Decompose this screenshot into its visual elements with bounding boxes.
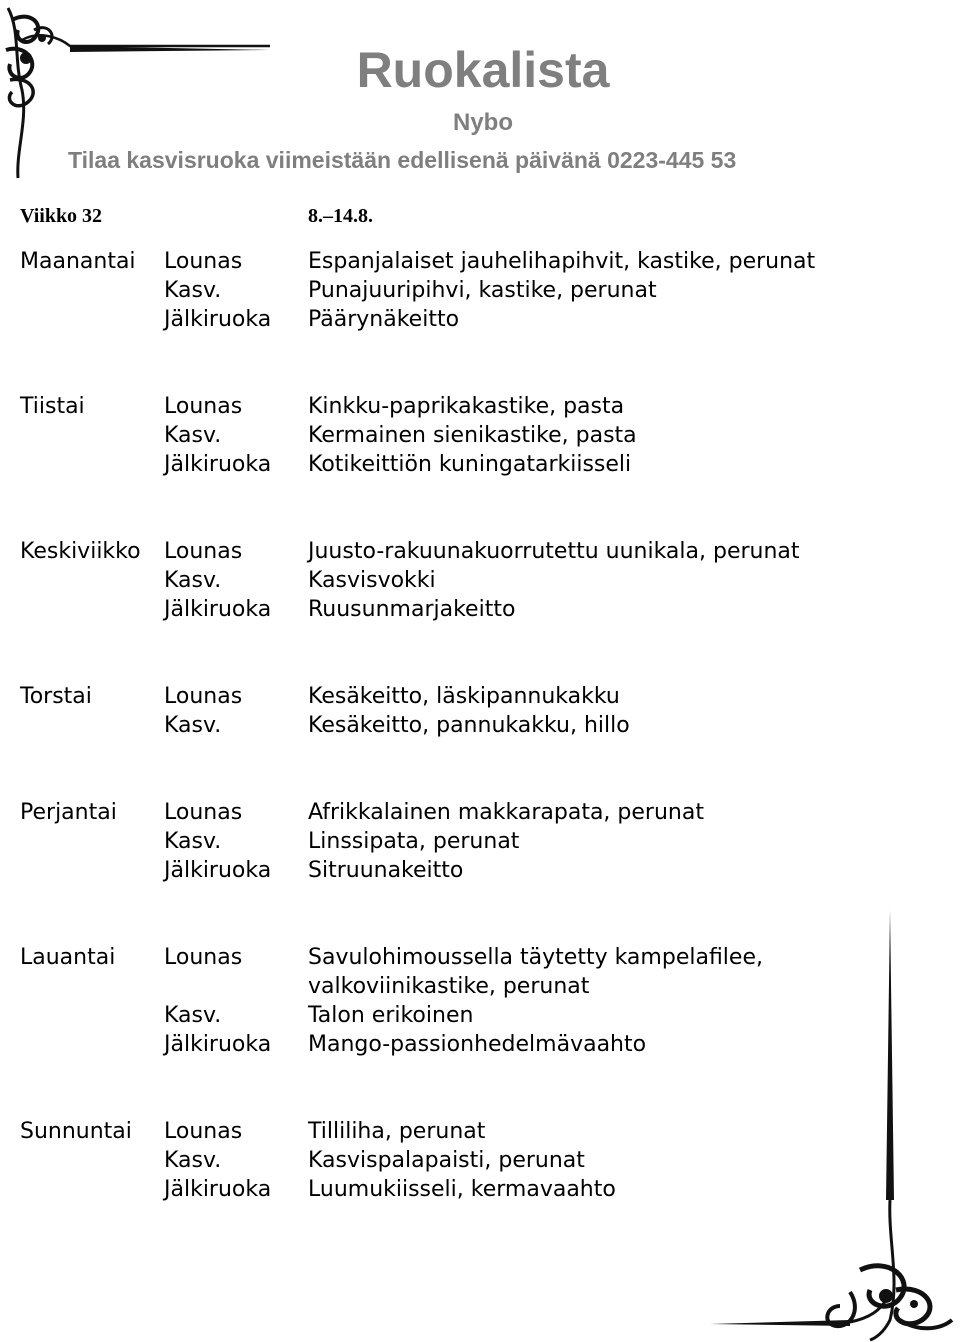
day-name-spacer xyxy=(20,566,164,595)
meal-type: Jälkiruoka xyxy=(164,1032,272,1057)
dish-name: Kesäkeitto, läskipannukakku xyxy=(308,684,620,709)
day-name: Maanantai xyxy=(20,249,136,274)
dish-name: Punajuuripihvi, kastike, perunat xyxy=(308,278,657,303)
day-name-spacer xyxy=(20,305,164,334)
day-name-spacer xyxy=(20,450,164,479)
dish-name: Linssipata, perunat xyxy=(308,829,520,854)
day-separator xyxy=(20,334,950,392)
day-name: Sunnuntai xyxy=(20,1119,132,1144)
dish-name: Ruusunmarjakeitto xyxy=(308,597,516,622)
dish-name: Afrikkalainen makkarapata, perunat xyxy=(308,800,704,825)
day-block xyxy=(20,798,950,885)
meal-type: Lounas xyxy=(164,800,243,825)
day-name-spacer xyxy=(20,711,164,740)
day-name-spacer xyxy=(20,595,164,624)
day-name: Keskiviikko xyxy=(20,539,141,564)
meal-type: Kasv. xyxy=(164,568,222,593)
dish-name: Luumukiisseli, kermavaahto xyxy=(308,1177,616,1202)
day-name-spacer xyxy=(20,827,164,856)
meal-type: Kasv. xyxy=(164,713,222,738)
day-name-spacer xyxy=(20,856,164,885)
meal-type: Lounas xyxy=(164,394,243,419)
dish-name: Kermainen sienikastike, pasta xyxy=(308,423,637,448)
day-name-spacer xyxy=(20,421,164,450)
meal-type: Kasv. xyxy=(164,1148,222,1173)
dish-name: Tilliliha, perunat xyxy=(308,1119,486,1144)
day-block xyxy=(20,247,950,334)
day-name-spacer xyxy=(20,1030,164,1059)
week-dates: 8.–14.8. xyxy=(308,205,373,227)
dish-name: Sitruunakeitto xyxy=(308,858,464,883)
day-block xyxy=(20,943,950,1059)
dish-name: Kinkku-paprikakastike, pasta xyxy=(308,394,625,419)
meal-type: Jälkiruoka xyxy=(164,597,272,622)
page-title: Ruokalista xyxy=(356,42,610,98)
day-separator xyxy=(20,624,950,682)
week-label: Viikko 32 xyxy=(20,205,103,227)
meal-type: Lounas xyxy=(164,684,243,709)
dish-name: valkoviinikastike, perunat xyxy=(308,974,590,999)
day-name-spacer xyxy=(20,972,164,1001)
meal-type: Lounas xyxy=(164,945,243,970)
dish-name: Kesäkeitto, pannukakku, hillo xyxy=(308,713,630,738)
day-separator xyxy=(20,740,950,798)
meal-type: Jälkiruoka xyxy=(164,452,272,477)
dish-name: Juusto-rakuunakuorrutettu uunikala, perunat xyxy=(308,539,800,564)
day-name: Lauantai xyxy=(20,945,116,970)
day-name: Torstai xyxy=(20,684,92,709)
meal-type: Kasv. xyxy=(164,423,222,448)
day-name: Tiistai xyxy=(20,394,85,419)
dish-name: Mango-passionhedelmävaahto xyxy=(308,1032,647,1057)
meal-type: Lounas xyxy=(164,1119,243,1144)
dish-name: Savulohimoussella täytetty kampelafilee, xyxy=(308,945,763,970)
day-separator xyxy=(20,885,950,943)
day-separator xyxy=(20,1059,950,1117)
dish-name: Kasvisvokki xyxy=(308,568,436,593)
day-name-spacer xyxy=(20,1175,164,1204)
meal-type: Jälkiruoka xyxy=(164,858,272,883)
day-block xyxy=(20,1117,950,1204)
meal-type: Lounas xyxy=(164,249,243,274)
location-name: Nybo xyxy=(453,109,513,136)
meal-type: Jälkiruoka xyxy=(164,1177,272,1202)
meal-type: Lounas xyxy=(164,539,243,564)
meal-type: Kasv. xyxy=(164,278,222,303)
day-name: Perjantai xyxy=(20,800,117,825)
order-notice: Tilaa kasvisruoka viimeistään edellisenä päivänä 0223-445 53 xyxy=(68,147,737,173)
dish-name: Kasvispalapaisti, perunat xyxy=(308,1148,585,1173)
day-block xyxy=(20,392,950,479)
meal-type: Kasv. xyxy=(164,1003,222,1028)
dish-name: Talon erikoinen xyxy=(308,1003,474,1028)
day-name-spacer xyxy=(20,1146,164,1175)
meal-type: Jälkiruoka xyxy=(164,307,272,332)
meal-type xyxy=(164,972,308,1001)
day-name-spacer xyxy=(20,276,164,305)
day-block xyxy=(20,537,950,624)
day-separator xyxy=(20,479,950,537)
meal-type: Kasv. xyxy=(164,829,222,854)
weekly-menu xyxy=(20,247,950,1204)
day-name-spacer xyxy=(20,1001,164,1030)
dish-name: Kotikeittiön kuningatarkiisseli xyxy=(308,452,632,477)
day-block xyxy=(20,682,950,740)
dish-name: Päärynäkeitto xyxy=(308,307,460,332)
dish-name: Espanjalaiset jauhelihapihvit, kastike, perunat xyxy=(308,249,816,274)
